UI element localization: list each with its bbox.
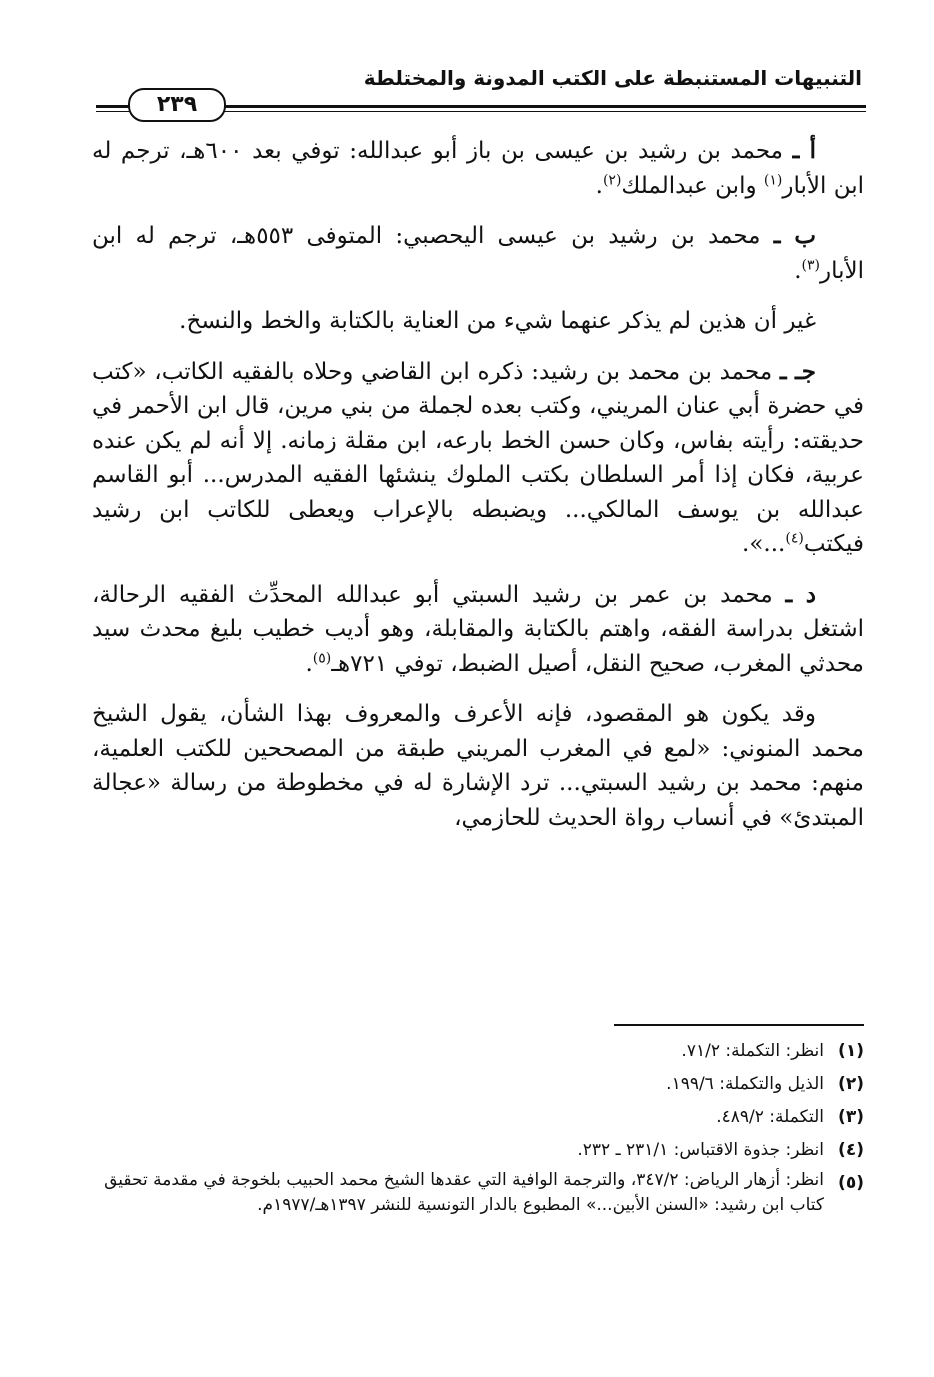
paragraph-text: غير أن هذين لم يذكر عنهما شيء من العناية بالكتابة والخط والنسخ.	[179, 308, 816, 334]
footnote-text: انظر: التكملة: ٧١/٢.	[681, 1041, 824, 1061]
footnote-ref: (٣)	[801, 256, 820, 273]
running-title: التنبيهات المستنبطة على الكتب المدونة والمختلطة	[363, 66, 862, 90]
page-number: ٢٣٩	[128, 88, 226, 122]
footnote-item	[92, 1036, 864, 1066]
footnote-ref: (٤)	[785, 530, 804, 547]
footnote-marker: (١)	[838, 1041, 864, 1061]
footnote-ref: (٢)	[602, 171, 622, 188]
footnote-ref: (٥)	[312, 649, 332, 666]
footnote-text: انظر: جذوة الاقتباس: ٢٣١/١ ـ ٢٣٢.	[577, 1140, 824, 1160]
paragraph-a	[92, 134, 864, 203]
paragraph-end: .	[794, 257, 802, 284]
footnote-marker: (٣)	[838, 1107, 864, 1127]
footnote-item	[92, 1168, 864, 1218]
paragraph-lead: ب ـ	[773, 222, 817, 249]
paragraph-lead: د ـ	[785, 580, 816, 608]
paragraph-jim	[92, 355, 864, 562]
footnote-marker: (٥)	[838, 1173, 864, 1193]
paragraph-lead: أ ـ	[792, 137, 817, 164]
paragraph-dal	[92, 578, 864, 682]
paragraph-text: محمد بن محمد بن رشيد: ذكره ابن القاضي وحلاه بالفقيه الكاتب، «كتب في حضرة أبي عنان المريني، وكتب بعده لجملة من بني مرين، قال ابن الأحمر في حديقته: رأيته بفاس، وكان حسن الخط بارعه، ابن مقلة زمانه. إلا أنه لم يكن عنده عربية، فكان إذا أمر السلطان بكتب الملوك ينشئها الفقيه المدرس... أبو القاسم عبدالله بن يوسف المالكي... ويضبطه بالإعراب ويعطى للكاتب ابن رشيد فيكتب	[92, 358, 864, 557]
footnote-text: الذيل والتكملة: ١٩٩/٦.	[666, 1074, 824, 1094]
footnote-text: التكملة: ٤٨٩/٢.	[716, 1107, 824, 1127]
body-text	[92, 134, 864, 835]
footnote-marker: (٢)	[838, 1074, 864, 1094]
paragraph-text: محمد بن رشيد بن عيسى اليحصبي: المتوفى ٥٥٣هـ، ترجم له ابن الأبار	[92, 223, 864, 284]
paragraph-closing	[92, 697, 864, 835]
paragraph-text: محمد بن عمر بن رشيد السبتي أبو عبدالله المحدِّث الفقيه الرحالة، اشتغل بدراسة الفقه، واهتم بالكتابة والمقابلة، وهو أديب خطيب بليغ محدث سيد محدثي المغرب، صحيح النقل، أصيل الضبط، توفي ٧٢١هـ	[92, 581, 864, 677]
paragraph-end: .	[595, 172, 603, 199]
footnote-item	[92, 1135, 864, 1165]
footnote-separator	[614, 1024, 864, 1026]
paragraph-text: محمد بن رشيد بن عيسى بن باز أبو عبدالله: توفي بعد ٦٠٠هـ، ترجم له ابن الأبار	[92, 138, 864, 199]
footnote-ref: (١)	[763, 171, 783, 188]
footnote-marker: (٤)	[838, 1140, 864, 1160]
footnote-item	[92, 1102, 864, 1132]
paragraph-lead: جـ ـ	[779, 357, 817, 385]
paragraph-end: ...».	[742, 531, 786, 557]
paragraph-text: وقد يكون هو المقصود، فإنه الأعرف والمعروف بهذا الشأن، يقول الشيخ محمد المنوني: «لمع في المغرب المريني طبقة من المصححين للكتب العلمية، منهم: محمد بن رشيد السبتي... ترد الإشارة له في مخطوطة من رسالة «عجالة المبتدئ» في أنساب رواة الحديث للحازمي،	[92, 701, 864, 831]
paragraph-end: .	[305, 650, 313, 677]
footnotes	[92, 1036, 864, 1221]
footnote-item	[92, 1069, 864, 1099]
paragraph-b	[92, 219, 864, 288]
footnote-text: انظر: أزهار الرياض: ٣٤٧/٢، والترجمة الوافية التي عقدها الشيخ محمد الحبيب بلخوجة في مقدمة تحقيق كتاب ابن رشيد: «السنن الأبين...» المطبوع بالدار التونسية للنشر ١٣٩٧هـ/١٩٧٧م.	[104, 1170, 824, 1215]
paragraph-text-mid: وابن عبدالملك	[621, 172, 764, 199]
paragraph-note	[92, 304, 864, 339]
